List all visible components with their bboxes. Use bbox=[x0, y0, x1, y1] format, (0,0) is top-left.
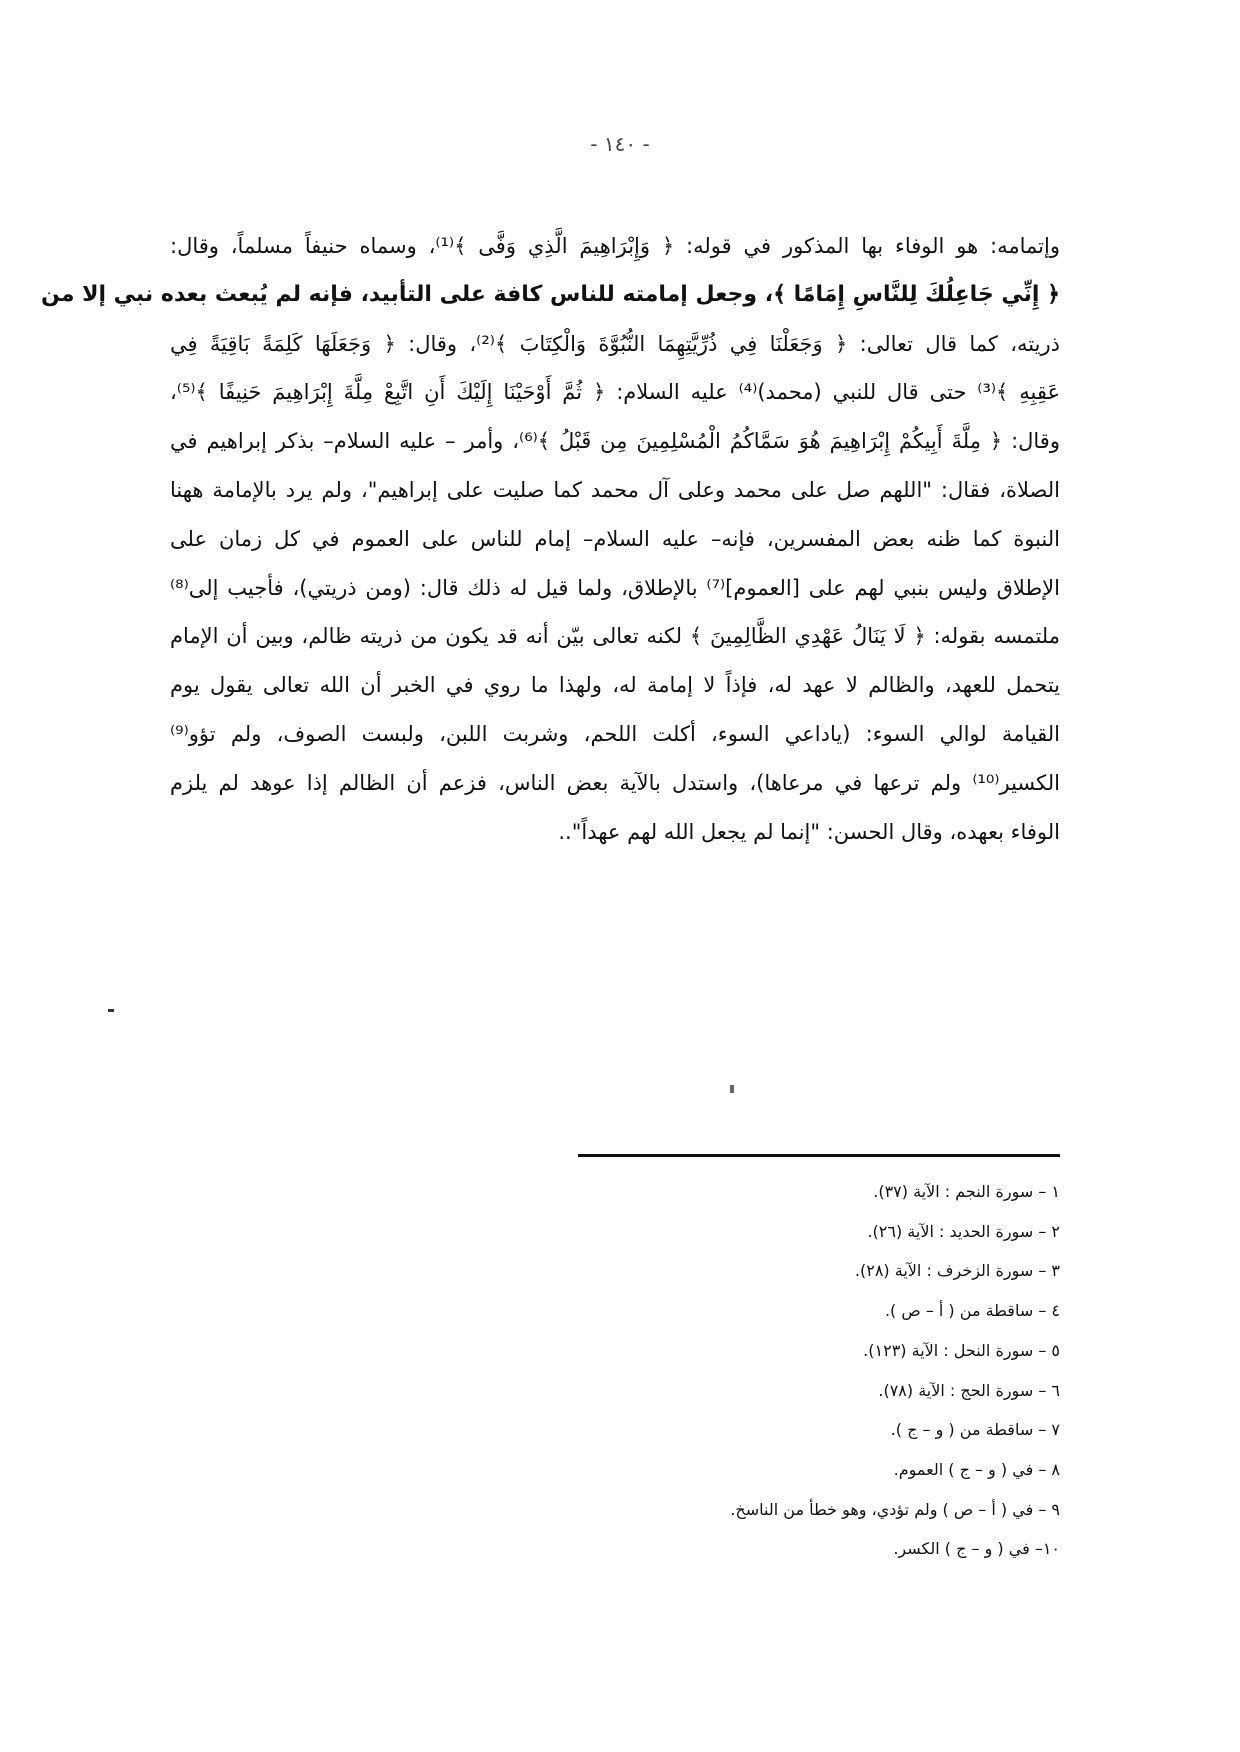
margin-mark bbox=[108, 1009, 114, 1012]
footnote-item: ٥ – سورة النحل : الآية (١٢٣). bbox=[863, 1340, 1060, 1360]
footnote-separator bbox=[578, 1154, 1060, 1157]
footnote-item: ٧ – ساقطة من ( و – ج ). bbox=[890, 1420, 1060, 1440]
text-line-5: وقال: ﴿ مِلَّةَ أَبِيكُمْ إِبْرَاهِيمَ هُوَ سَمَّاكُمُ الْمُسْلِمِينَ مِن قَبْلُ ﴾⁽⁶⁾، وأمر – عليه السلام– بذكر إبراهيم في bbox=[170, 429, 1060, 454]
footnote-item: ٦ – سورة الحج : الآية (٧٨). bbox=[878, 1380, 1060, 1400]
scan-speck bbox=[730, 1085, 734, 1093]
text-line-6: الصلاة، فقال: "اللهم صل على محمد وعلى آل محمد كما صليت على إبراهيم"، ولم يرد بالإمامة ههنا bbox=[170, 477, 1060, 502]
footnotes-list bbox=[560, 1172, 1060, 1569]
text-line-7: النبوة كما ظنه بعض المفسرين، فإنه– عليه السلام– إمام للناس على العموم في كل زمان على bbox=[170, 526, 1060, 551]
footnote-item: ٢ – سورة الحديد : الآية (٢٦). bbox=[867, 1221, 1060, 1241]
main-text bbox=[41, 222, 1060, 856]
text-line-11: القيامة لوالي السوء: (ياداعي السوء، أكلت اللحم، وشربت اللبن، ولبست الصوف، ولم تؤو⁽⁹⁾ bbox=[170, 721, 1060, 746]
text-line-12: الكسير⁽¹⁰⁾ ولم ترعها في مرعاها)، واستدل بالآية بعض الناس، فزعم أن الظالم إذا عوهد لم يلزم bbox=[170, 770, 1060, 795]
text-line-3: ذريته، كما قال تعالى: ﴿ وَجَعَلْنَا فِي ذُرِّيَّتِهِمَا النُّبُوَّةَ وَالْكِتَابَ ﴾⁽²⁾، وقال: ﴿ وَجَعَلَهَا كَلِمَةً بَاقِيَةً فِي bbox=[170, 331, 1060, 356]
footnote-item: ٨ – في ( و – ج ) العموم. bbox=[893, 1459, 1060, 1479]
page-number: - ١٤٠ - bbox=[590, 132, 650, 156]
footnote-item: ١ – سورة النجم : الآية (٣٧). bbox=[873, 1182, 1060, 1201]
text-line-2: ﴿ إِنِّي جَاعِلُكَ لِلنَّاسِ إِمَامًا ﴾، وجعل إمامته للناس كافة على التأبيد، فإنه لم يُبعث بعده نبي إلا من bbox=[41, 281, 1060, 307]
text-line-8: الإطلاق وليس بنبي لهم على [العموم]⁽⁷⁾ بالإطلاق، ولما قيل له ذلك قال: (ومن ذريتي)، فأجيب إلى⁽⁸⁾ bbox=[170, 575, 1060, 600]
text-line-9: ملتمسه بقوله: ﴿ لَا يَنَالُ عَهْدِي الظَّالِمِينَ ﴾ لكنه تعالى بيّن أنه قد يكون من ذريته ظالم، وبين أن الإمام bbox=[170, 624, 1060, 649]
footnote-item: ٤ – ساقطة من ( أ – ص ). bbox=[884, 1301, 1060, 1321]
footnote-item: ٣ – سورة الزخرف : الآية (٢٨). bbox=[854, 1261, 1060, 1281]
text-line-4: عَقِبِهِ ﴾⁽³⁾ حتى قال للنبي (محمد)⁽⁴⁾ عليه السلام: ﴿ ثُمَّ أَوْحَيْنَا إِلَيْكَ أَنِ اتَّبِعْ مِلَّةَ إِبْرَاهِيمَ حَنِيفًا ﴾⁽⁵⁾، bbox=[170, 380, 1060, 405]
text-line-10: يتحمل للعهد، والظالم لا عهد له، فإذاً لا إمامة له، ولهذا ما روي في الخبر أن الله تعالى يقول يوم bbox=[170, 673, 1060, 698]
text-line-1: وإتمامه: هو الوفاء بها المذكور في قوله: ﴿ وَإِبْرَاهِيمَ الَّذِي وَفَّى ﴾⁽¹⁾، وسماه حنيفاً مسلماً، وقال: bbox=[170, 234, 1060, 258]
text-line-13: الوفاء بعهده، وقال الحسن: "إنما لم يجعل الله لهم عهداً".. bbox=[558, 819, 1060, 844]
footnote-item: ١٠– في ( و – ج ) الكسر. bbox=[893, 1539, 1060, 1559]
footnote-item: ٩ – في ( أ – ص ) ولم تؤدي، وهو خطأ من الناسخ. bbox=[730, 1499, 1060, 1519]
